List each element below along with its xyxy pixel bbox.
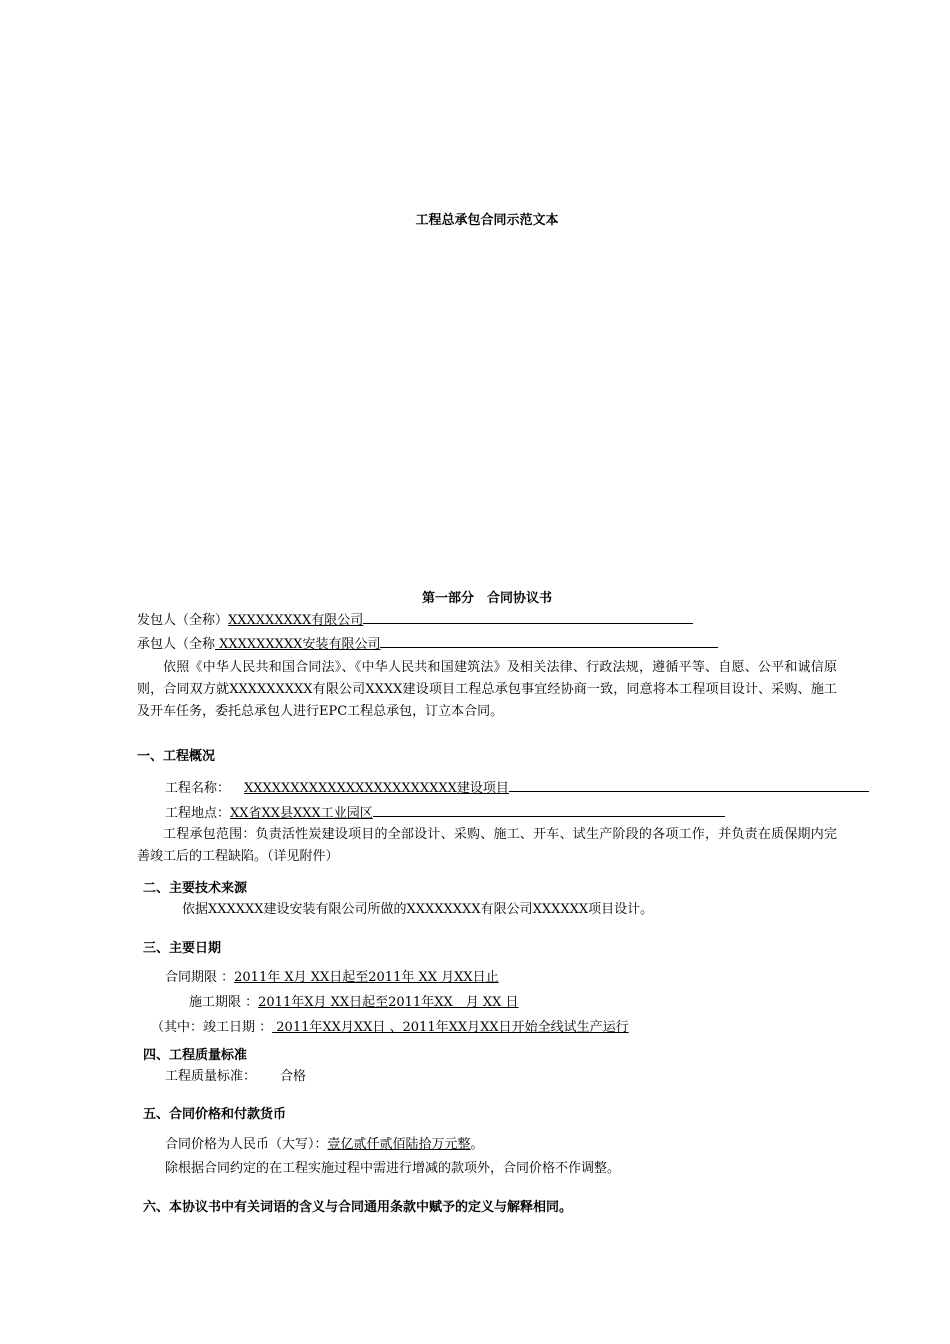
contract-period-line [165, 969, 499, 987]
project-name-value: XXXXXXXXXXXXXXXXXXXXXXX建设项目 [244, 781, 509, 796]
document-title: 工程总承包合同示范文本 [415, 213, 559, 228]
tech-source-text: 依据XXXXXX建设安装有限公司所做的XXXXXXXX有限公司XXXXXX项目设计。 [182, 902, 654, 917]
contract-period-label: 合同期限 ： [165, 970, 235, 985]
part-title: 第一部分 合同协议书 [421, 591, 552, 606]
quality-line [165, 1068, 306, 1086]
completion-date-line [151, 1019, 629, 1037]
project-name-fill-line [509, 778, 869, 792]
section-1-heading: 一、工程概况 [137, 749, 216, 764]
quality-label: 工程质量标准： [165, 1069, 257, 1084]
section-5-heading: 五、合同价格和付款货币 [143, 1107, 287, 1122]
construction-period-line [189, 994, 519, 1012]
price-end: 。 [470, 1137, 484, 1152]
section-6-heading: 六、本协议书中有关词语的含义与合同通用条款中赋予的定义与解释相同。 [143, 1200, 573, 1215]
contract-period-value: 2011年 X月 XX日起至2011年 XX 月XX日止 [234, 970, 499, 985]
quality-value: 合格 [280, 1069, 307, 1084]
contractor-value: XXXXXXXXX安装有限公司 [215, 637, 381, 652]
section-3-heading: 三、主要日期 [143, 941, 222, 956]
section-2-heading: 二、主要技术来源 [143, 881, 248, 896]
construction-period-label: 施工期限 ： [189, 995, 259, 1010]
section-4-heading: 四、工程质量标准 [143, 1048, 248, 1063]
project-site-value: XX省XX县XXX工业园区 [230, 806, 373, 821]
completion-date-label: （其中：竣工日期 ： [151, 1020, 273, 1035]
project-name-line [165, 778, 869, 798]
price-label: 合同价格为人民币（大写）： [165, 1137, 328, 1152]
project-site-label: 工程地点： [165, 806, 231, 821]
scope-paragraph: 工程承包范围：负责活性炭建设项目的全部设计、采购、施工、开车、试生产阶段的各项工作，并负责在质保期内完善竣工后的工程缺陷。（详见附件） [137, 827, 837, 864]
project-site-line [165, 803, 725, 823]
intro-paragraph: 依照《中华人民共和国合同法》、《中华人民共和国建筑法》及相关法律、行政法规，遵循平等、自愿、公平和诚信原则，合同双方就XXXXXXXXX有限公司XXXX建设项目工程总承包事宜经协商一致，同意将本工程项目设计、采购、施工及开车任务，委托总承包人进行EPC工程总承包，订立本合同。 [137, 660, 837, 719]
contractor-fill-line [380, 634, 718, 648]
completion-date-value: 2011年XX月XX日 、2011年XX月XX日开始全线试生产运行 [272, 1020, 629, 1035]
project-name-label: 工程名称： [165, 781, 231, 796]
project-site-fill-line [373, 803, 725, 817]
construction-period-value: 2011年X月 XX日起至2011年XX 月 XX 日 [258, 995, 519, 1010]
employer-line [137, 610, 693, 630]
employer-fill-line [363, 610, 693, 624]
employer-label: 发包人（全称） [137, 613, 229, 628]
price-note: 除根据合同约定的在工程实施过程中需进行增减的款项外，合同价格不作调整。 [165, 1161, 621, 1176]
employer-value: XXXXXXXXX有限公司 [228, 613, 364, 628]
contractor-label: 承包人（全称 [137, 637, 216, 652]
price-value: 壹亿贰仟贰佰陆拾万元整 [327, 1137, 471, 1152]
contractor-line [137, 634, 718, 654]
price-line [165, 1136, 484, 1154]
